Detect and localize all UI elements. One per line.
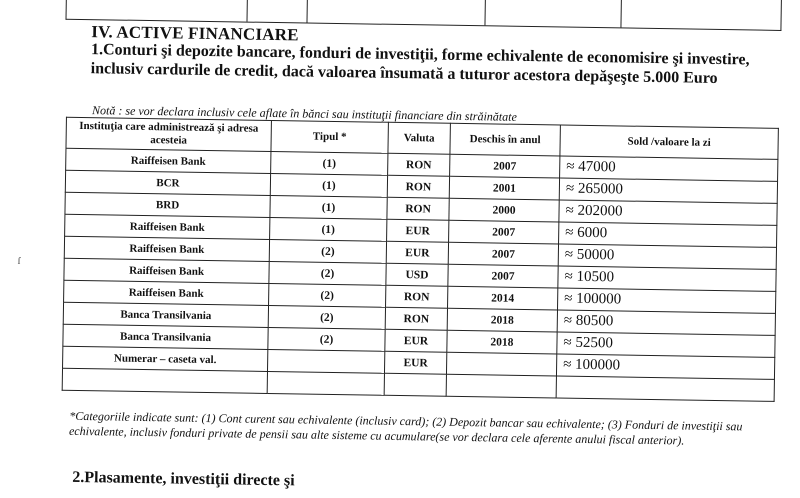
cell-institution: Banca Transilvania bbox=[63, 302, 268, 327]
header-type: Tipul * bbox=[271, 120, 388, 153]
cell-year bbox=[446, 352, 556, 376]
cell-type: (2) bbox=[268, 305, 385, 329]
cell-year: 2007 bbox=[449, 220, 559, 244]
cell-balance: ≈ 6000 bbox=[559, 222, 777, 247]
cell-institution: Raiffeisen Bank bbox=[64, 280, 269, 305]
cell-currency: RON bbox=[385, 307, 447, 330]
next-section-title: 2.Plasamente, investiţii directe şi bbox=[72, 468, 295, 490]
cell-type: (2) bbox=[269, 261, 386, 285]
section-subtitle: 1.Conturi şi depozite bancare, fonduri de investiţii, forme echivalente de economisire şi investire, inclusiv cardurile de credit, dacă valoarea însumată a tuturor acestora depăşeşte 5.000 Euro bbox=[90, 41, 750, 87]
cell-institution: BCR bbox=[65, 170, 270, 195]
cell-balance: ≈ 100000 bbox=[557, 288, 775, 313]
cell-institution bbox=[62, 368, 267, 393]
cell-year: 2000 bbox=[449, 198, 559, 222]
cell-currency bbox=[384, 373, 446, 396]
cell-balance: ≈ 47000 bbox=[560, 156, 778, 181]
section-note: Notă : se vor declara inclusiv cele aflate în bănci sau instituţii financiare din străinătate bbox=[91, 103, 517, 124]
cell-currency: USD bbox=[386, 263, 448, 286]
cell-type: (1) bbox=[270, 195, 387, 219]
cell-currency: EUR bbox=[387, 219, 449, 242]
cell-institution: BRD bbox=[65, 192, 270, 217]
cell-type bbox=[267, 371, 384, 395]
cell-currency: EUR bbox=[386, 241, 448, 264]
header-balance: Sold /valoare la zi bbox=[560, 125, 778, 159]
cell-institution: Banca Transilvania bbox=[63, 324, 268, 349]
section-title: IV. ACTIVE FINANCIARE bbox=[91, 22, 299, 45]
cell-year: 2007 bbox=[450, 154, 560, 178]
cell-year: 2014 bbox=[448, 286, 558, 310]
footnote: *Categoriile indicate sunt: (1) Cont curent sau echivalente (inclusiv card); (2) Depozit bancar sau echivalente; (3) Fonduri de investiţii sau echivalente, inclusiv fonduri private de pensii sau alte sisteme cu acumulare(se vor declara cele aferente anului fiscal anterior). bbox=[68, 408, 743, 448]
margin-mark: ſ bbox=[17, 255, 21, 268]
cell-type: (1) bbox=[270, 217, 387, 241]
cell-type: (1) bbox=[271, 151, 388, 175]
cell-type: (2) bbox=[269, 239, 386, 263]
cell-year: 2018 bbox=[447, 308, 557, 332]
header-institution: Instituţia care administrează şi adresa acesteia bbox=[66, 117, 271, 151]
cell-year: 2018 bbox=[447, 330, 557, 354]
cell-balance: ≈ 50000 bbox=[558, 244, 776, 269]
cell-institution: Raiffeisen Bank bbox=[65, 214, 270, 239]
cell-type bbox=[267, 349, 384, 373]
cell-currency: RON bbox=[388, 153, 450, 176]
financial-assets-table bbox=[62, 117, 779, 402]
cell-currency: RON bbox=[386, 285, 448, 308]
header-opened: Deschis în anul bbox=[450, 123, 560, 156]
cell-institution: Raiffeisen Bank bbox=[64, 258, 269, 283]
cell-type: (2) bbox=[268, 327, 385, 351]
cell-balance: ≈ 100000 bbox=[556, 354, 774, 379]
cell-balance: ≈ 202000 bbox=[559, 200, 777, 225]
cell-balance: ≈ 10500 bbox=[558, 266, 776, 291]
cell-balance: ≈ 80500 bbox=[557, 310, 775, 335]
cell-currency: RON bbox=[387, 175, 449, 198]
cell-currency: RON bbox=[387, 197, 449, 220]
cell-institution: Numerar – caseta val. bbox=[63, 346, 268, 371]
cell-institution: Raiffeisen Bank bbox=[64, 236, 269, 261]
cell-currency: EUR bbox=[384, 351, 446, 374]
cell-balance bbox=[556, 376, 774, 401]
cell-type: (1) bbox=[270, 173, 387, 197]
cell-year: 2001 bbox=[449, 176, 559, 200]
cell-balance: ≈ 265000 bbox=[559, 178, 777, 203]
cell-balance: ≈ 52500 bbox=[557, 332, 775, 357]
cell-institution: Raiffeisen Bank bbox=[66, 148, 271, 173]
cell-year: 2007 bbox=[448, 242, 558, 266]
header-currency: Valuta bbox=[388, 122, 450, 154]
cell-year bbox=[446, 374, 556, 398]
cell-year: 2007 bbox=[448, 264, 558, 288]
cell-currency: EUR bbox=[385, 329, 447, 352]
cell-type: (2) bbox=[269, 283, 386, 307]
